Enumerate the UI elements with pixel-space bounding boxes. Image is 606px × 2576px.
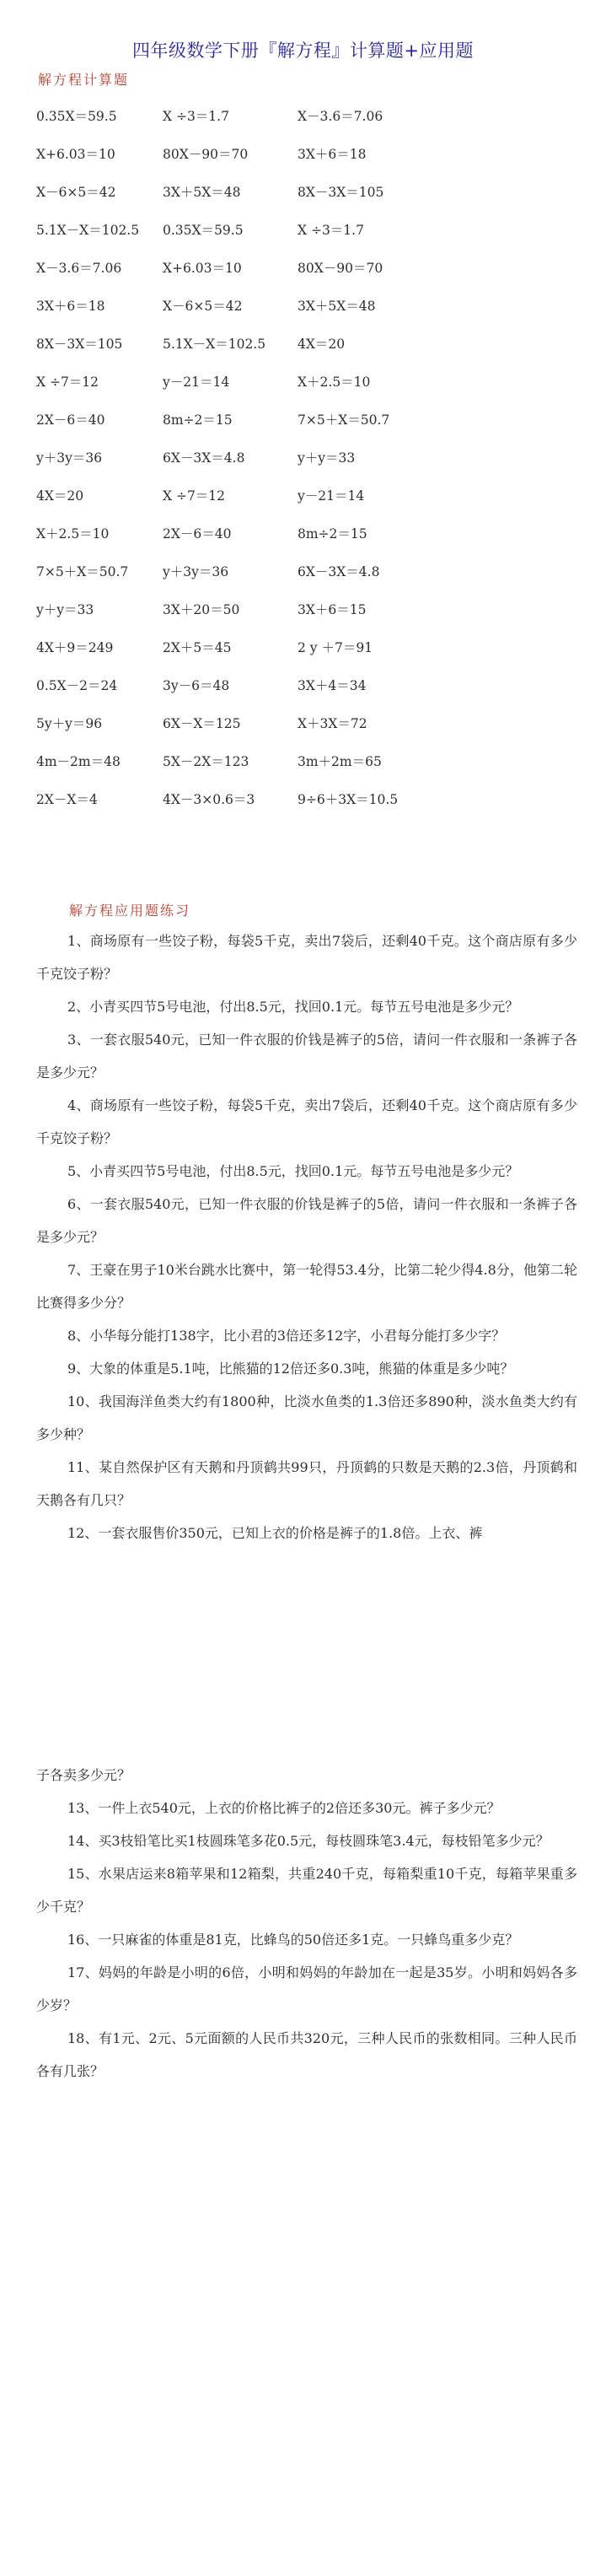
equation: X+6.03＝10 xyxy=(163,261,242,276)
word-problem: 11、某自然保护区有天鹅和丹顶鹤共99只，丹顶鹤的只数是天鹅的2.3倍，丹顶鹤和天鹅各有几只？ xyxy=(36,1459,577,1508)
equation: X ÷3＝1.7 xyxy=(163,109,229,124)
equation: 2X－6＝40 xyxy=(163,526,232,542)
equation-row xyxy=(36,213,593,251)
equation: 3X＋6＝18 xyxy=(36,299,105,314)
word-problem: 14、买3枝铅笔比买1枝圆珠笔多花0.5元，每枝圆珠笔3.4元，每枝铅笔多少元？ xyxy=(67,1833,550,1849)
equation: X－6×5＝42 xyxy=(163,299,243,314)
word-problem-list-page2 xyxy=(36,1759,577,2088)
equation: y＋y＝33 xyxy=(298,450,356,466)
equation: X＋3X＝72 xyxy=(298,716,367,731)
equation-row xyxy=(36,669,593,707)
word-problem: 5、小青买四节5号电池，付出8.5元，找回0.1元。每节五号电池是多少元？ xyxy=(67,1163,519,1179)
equation: 0.35X＝59.5 xyxy=(163,223,244,238)
equation: X＋2.5＝10 xyxy=(298,375,371,390)
equation: y－21＝14 xyxy=(163,375,230,390)
equation: 6X－3X＝4.8 xyxy=(298,564,380,579)
equation: 6X－3X＝4.8 xyxy=(163,450,245,466)
equation-row xyxy=(36,479,593,517)
equation: 7×5＋X＝50.7 xyxy=(298,412,390,428)
word-problem: 12、一套衣服售价350元，已知上衣的价格是裤子的1.8倍。上衣、裤 xyxy=(67,1525,483,1541)
equation-row xyxy=(36,289,593,327)
equation: X+6.03＝10 xyxy=(36,147,115,162)
equation: 9÷6＋3X＝10.5 xyxy=(298,792,399,807)
word-problem: 6、一套衣服540元，已知一件衣服的价钱是裤子的5倍，请问一件衣服和一条裤子各是多少元？ xyxy=(36,1196,577,1245)
equation: 8X－3X＝105 xyxy=(36,337,123,352)
equation-row xyxy=(36,137,593,175)
equation: 2X－6＝40 xyxy=(36,412,105,428)
calc-section-heading: 解方程计算题 xyxy=(38,72,130,88)
equation-list xyxy=(36,100,593,821)
equation: 4X－3×0.6＝3 xyxy=(163,792,255,807)
equation: X－6×5＝42 xyxy=(36,185,116,200)
equation-row xyxy=(36,593,593,631)
word-problem: 2、小青买四节5号电池，付出8.5元，找回0.1元。每节五号电池是多少元？ xyxy=(67,999,519,1015)
equation: 4X＝20 xyxy=(298,337,346,352)
equation: 80X－90＝70 xyxy=(163,147,249,162)
equation: X－3.6＝7.06 xyxy=(298,109,383,124)
equation: 4m－2m＝48 xyxy=(36,754,121,769)
equation-row xyxy=(36,441,593,479)
word-section-heading: 解方程应用题练习 xyxy=(69,903,191,919)
equation: X ÷3＝1.7 xyxy=(298,223,364,238)
word-problem-list-page1 xyxy=(36,924,577,1549)
equation: 7×5＋X＝50.7 xyxy=(36,564,129,579)
equation-row xyxy=(36,327,593,365)
equation: 3X＋5X＝48 xyxy=(163,185,241,200)
word-problem: 4、商场原有一些饺子粉，每袋5千克，卖出7袋后，还剩40千克。这个商店原有多少千克饺子粉？ xyxy=(36,1097,577,1146)
equation: 6X－X＝125 xyxy=(163,716,241,731)
word-problem: 15、水果店运来8箱苹果和12箱梨，共重240千克，每箱梨重10千克，每箱苹果重多少千克？ xyxy=(36,1866,577,1915)
equation-row xyxy=(36,251,593,289)
word-problem: 8、小华每分能打138字，比小君的3倍还多12字，小君每分能打多少字？ xyxy=(67,1328,506,1344)
equation-row xyxy=(36,100,593,137)
equation: 3m＋2m＝65 xyxy=(298,754,382,769)
equation: y＋3y＝36 xyxy=(163,564,229,579)
equation: 3X＋6＝18 xyxy=(298,147,367,162)
equation: 5.1X－X＝102.5 xyxy=(36,223,140,238)
equation: 5X－2X＝123 xyxy=(163,754,249,769)
equation: 5y＋y＝96 xyxy=(36,716,103,731)
word-problem: 16、一只麻雀的体重是81克，比蜂鸟的50倍还多1克。一只蜂鸟重多少克？ xyxy=(67,1932,519,1948)
equation: y＋y＝33 xyxy=(36,602,94,617)
equation: 3X＋20＝50 xyxy=(163,602,240,617)
word-problem: 13、一件上衣540元，上衣的价格比裤子的2倍还多30元。裤子多少元？ xyxy=(67,1800,501,1816)
equation: X＋2.5＝10 xyxy=(36,526,110,542)
equation: 3X＋4＝34 xyxy=(298,678,367,693)
word-problem: 9、大象的体重是5.1吨，比熊猫的12倍还多0.3吨，熊猫的体重是多少吨？ xyxy=(67,1361,514,1377)
equation: 0.35X＝59.5 xyxy=(36,109,117,124)
word-problem: 1、商场原有一些饺子粉，每袋5千克，卖出7袋后，还剩40千克。这个商店原有多少千克饺子粉？ xyxy=(36,933,577,982)
word-problem: 17、妈妈的年龄是小明的6倍，小明和妈妈的年龄加在一起是35岁。小明和妈妈各多少岁？ xyxy=(36,1964,577,2013)
equation-row xyxy=(36,517,593,555)
equation: 8m÷2＝15 xyxy=(163,412,233,428)
equation: 2X－X＝4 xyxy=(36,792,98,807)
equation-row xyxy=(36,175,593,213)
equation-row xyxy=(36,631,593,669)
equation: 8X－3X＝105 xyxy=(298,185,384,200)
equation-row xyxy=(36,403,593,441)
word-problem: 7、王豪在男子10米台跳水比赛中，第一轮得53.4分，比第二轮少得4.8分，他第二轮比赛得多少分？ xyxy=(36,1262,577,1311)
equation: X ÷7＝12 xyxy=(36,375,99,390)
word-problem: 18、有1元、2元、5元面额的人民币共320元，三种人民币的张数相同。三种人民币各有几张？ xyxy=(36,2030,577,2079)
equation: 3y－6＝48 xyxy=(163,678,230,693)
equation: 4X＋9＝249 xyxy=(36,640,114,655)
word-problem: 3、一套衣服540元，已知一件衣服的价钱是裤子的5倍，请问一件衣服和一条裤子各是多少元？ xyxy=(36,1032,577,1081)
equation: 80X－90＝70 xyxy=(298,261,383,276)
word-problem: 10、我国海洋鱼类大约有1800种，比淡水鱼类的1.3倍还多890种，淡水鱼类大约有多少种？ xyxy=(36,1393,577,1442)
equation: X－3.6＝7.06 xyxy=(36,261,122,276)
equation: 5.1X－X＝102.5 xyxy=(163,337,266,352)
equation: 8m÷2＝15 xyxy=(298,526,367,542)
equation-row xyxy=(36,707,593,745)
word-problem-continuation: 子各卖多少元？ xyxy=(36,1767,131,1783)
equation: y－21＝14 xyxy=(298,488,365,504)
equation: 3X＋6＝15 xyxy=(298,602,367,617)
equation: 2 y ＋7＝91 xyxy=(298,640,373,655)
equation: X ÷7＝12 xyxy=(163,488,226,504)
equation: 4X＝20 xyxy=(36,488,84,504)
page-title: 四年级数学下册『解方程』计算题+应用题 xyxy=(131,40,475,61)
equation-row xyxy=(36,365,593,403)
equation-row xyxy=(36,555,593,593)
equation: 3X＋5X＝48 xyxy=(298,299,376,314)
equation: 0.5X－2＝24 xyxy=(36,678,118,693)
equation-row xyxy=(36,783,593,821)
equation: y＋3y＝36 xyxy=(36,450,103,466)
equation-row xyxy=(36,745,593,783)
equation: 2X＋5＝45 xyxy=(163,640,232,655)
